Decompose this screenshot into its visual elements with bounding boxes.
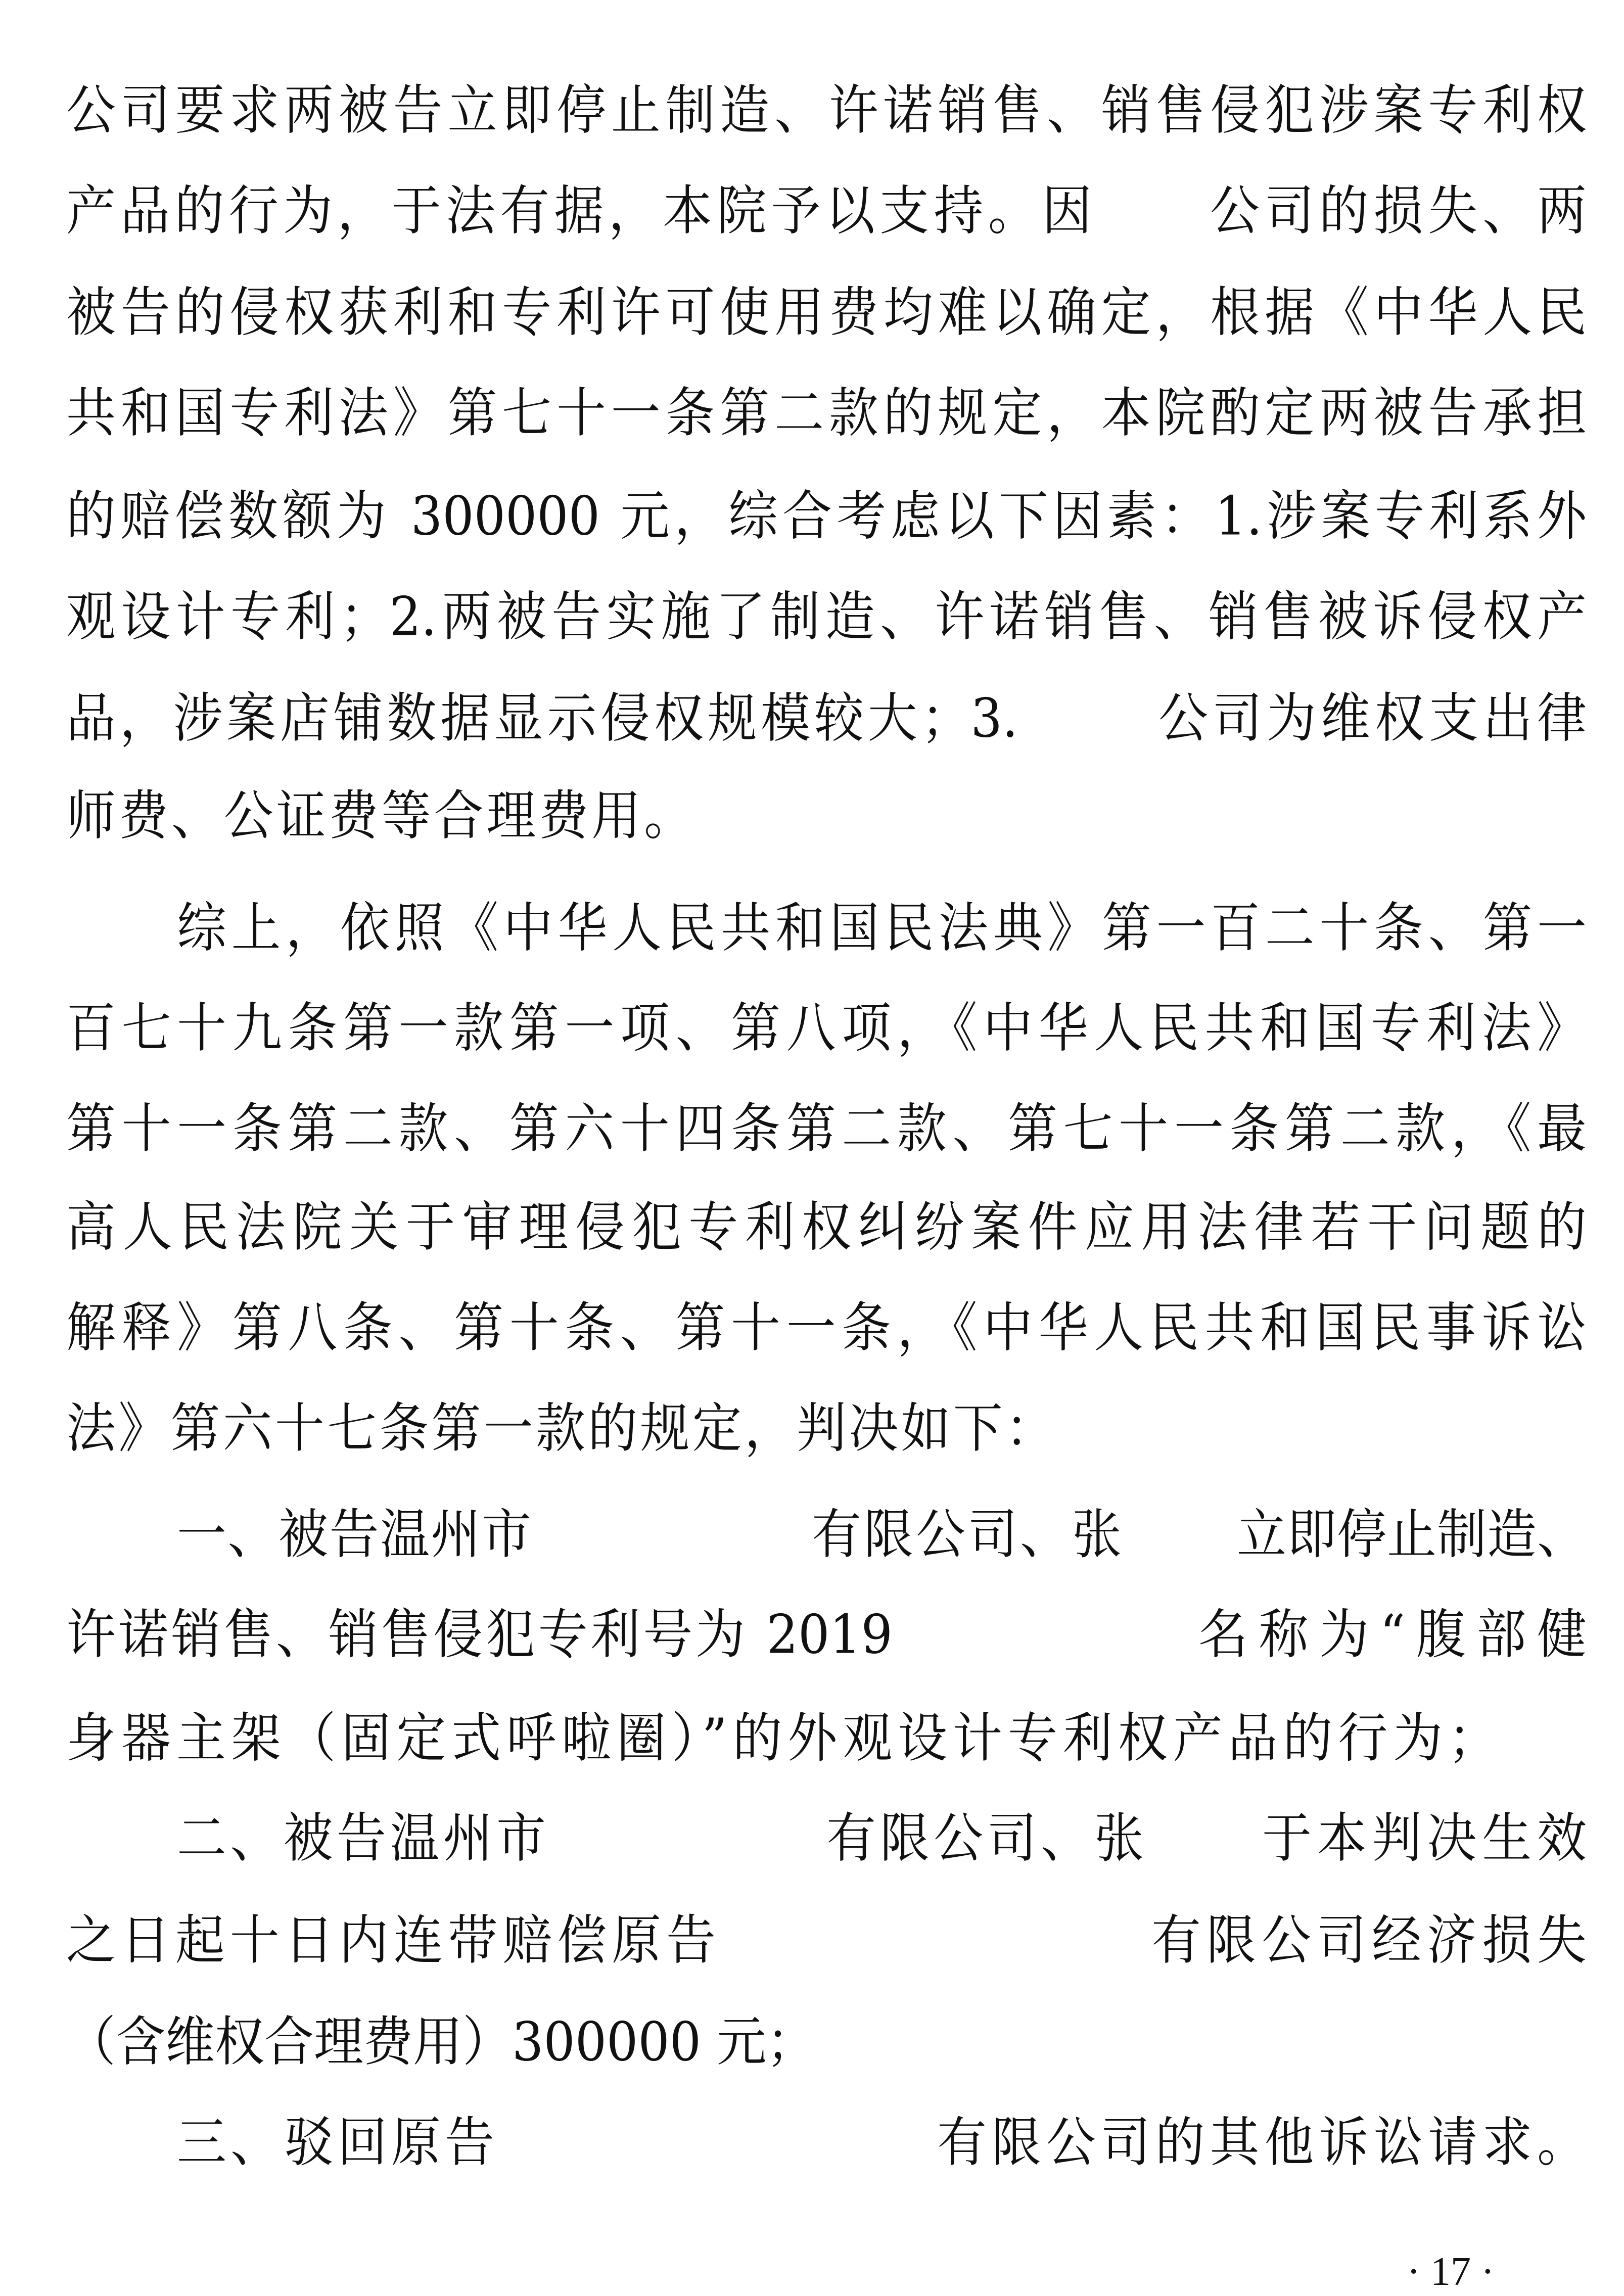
text-line-18-segment-1: 二、被告温州市 bbox=[177, 1807, 546, 1870]
text-line-15-segment-1: 一、被告温州市 bbox=[177, 1504, 531, 1566]
text-line-19-segment-1: 之日起十日内连带赔偿原告 bbox=[66, 1909, 716, 1972]
text-line-13-segment-1: 解释》第八条、第十条、第十一条，《中华人民共和国民事诉讼 bbox=[66, 1297, 1587, 1360]
text-line-21-segment-2: 有限公司的其他诉讼请求。 bbox=[937, 2112, 1587, 2174]
text-line-2-segment-1: 产品的行为，于法有据，本院予以支持。因 bbox=[66, 180, 1092, 243]
text-line-21-segment-1: 三、驳回原告 bbox=[177, 2112, 494, 2174]
text-line-9-segment-1: 综上，依照《中华人民共和国民法典》第一百二十条、第一 bbox=[177, 897, 1587, 960]
text-line-12-segment-1: 高人民法院关于审理侵犯专利权纠纷案件应用法律若干问题的 bbox=[66, 1196, 1587, 1259]
text-line-5-segment-1: 的赔偿数额为 300000 元，综合考虑以下因素：1.涉案专利系外 bbox=[66, 485, 1587, 548]
text-line-7-segment-1: 品，涉案店铺数据显示侵权规模较大；3. bbox=[66, 687, 1018, 750]
text-line-20-segment-1: （含维权合理费用）300000 元； bbox=[66, 2011, 816, 2074]
text-line-18-segment-3: 于本判决生效 bbox=[1262, 1807, 1587, 1870]
text-line-3-segment-1: 被告的侵权获利和专利许可使用费均难以确定，根据《中华人民 bbox=[66, 282, 1587, 344]
text-line-2-segment-2: 公司的损失、两 bbox=[1210, 180, 1587, 243]
text-line-15-segment-3: 立即停止制造、 bbox=[1237, 1504, 1587, 1566]
text-line-1-segment-1: 公司要求两被告立即停止制造、许诺销售、销售侵犯涉案专利权 bbox=[66, 79, 1587, 142]
text-line-18-segment-2: 有限公司、张 bbox=[826, 1807, 1144, 1870]
text-line-15-segment-2: 有限公司、张 bbox=[812, 1504, 1122, 1566]
text-line-17-segment-1: 身器主架（固定式呼啦圈）”的外观设计专利权产品的行为； bbox=[66, 1707, 1498, 1770]
text-line-16-segment-2: 名称为“腹部健 bbox=[1198, 1604, 1587, 1666]
text-line-7-segment-2: 公司为维权支出律 bbox=[1158, 687, 1587, 750]
text-line-10-segment-1: 百七十九条第一款第一项、第八项，《中华人民共和国专利法》 bbox=[66, 997, 1587, 1060]
page-number: · 17 · bbox=[1407, 2250, 1495, 2294]
text-line-14-segment-1: 法》第六十七条第一款的规定，判决如下： bbox=[66, 1397, 1055, 1460]
text-line-8-segment-1: 师费、公证费等合理费用。 bbox=[66, 785, 693, 848]
text-line-19-segment-2: 有限公司经济损失 bbox=[1151, 1909, 1587, 1972]
text-line-6-segment-1: 观设计专利；2.两被告实施了制造、许诺销售、销售被诉侵权产 bbox=[66, 586, 1587, 648]
text-line-16-segment-1: 许诺销售、销售侵犯专利号为 2019 bbox=[66, 1604, 893, 1666]
text-line-4-segment-1: 共和国专利法》第七十一条第二款的规定，本院酌定两被告承担 bbox=[66, 382, 1587, 445]
text-line-11-segment-1: 第十一条第二款、第六十四条第二款、第七十一条第二款，《最 bbox=[66, 1098, 1587, 1160]
